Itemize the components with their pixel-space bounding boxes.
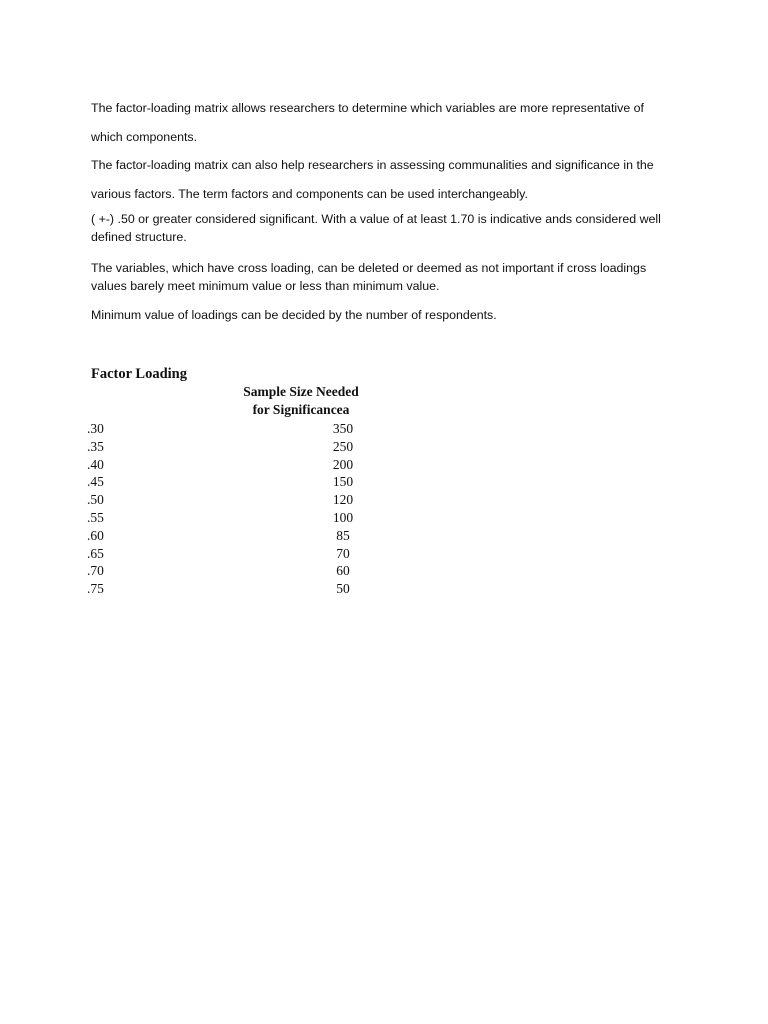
paragraph-line: The factor-loading matrix allows researchers to determine which variables are more representative of bbox=[91, 101, 645, 115]
factor-loading-cell: .30 bbox=[87, 421, 104, 436]
paragraph-line: The factor-loading matrix can also help researchers in assessing communalities and significance in the bbox=[91, 158, 654, 172]
factor-loading-cell: .40 bbox=[87, 456, 104, 472]
sample-size-column-header bbox=[226, 383, 376, 419]
sample-size-cell: 120 bbox=[332, 492, 354, 508]
factor-loading-cell: .60 bbox=[87, 527, 104, 543]
factor-loading-cell: .75 bbox=[87, 581, 104, 597]
factor-loading-cell: .45 bbox=[87, 474, 104, 490]
paragraph-representative bbox=[91, 94, 691, 152]
sample-size-cell: 50 bbox=[336, 581, 350, 597]
sample-size-cell: 250 bbox=[332, 438, 354, 454]
paragraph-cross-loading bbox=[91, 259, 691, 295]
paragraph-line: defined structure. bbox=[91, 230, 187, 244]
paragraph-significance bbox=[91, 210, 691, 246]
sample-size-cell: 85 bbox=[336, 527, 350, 543]
factor-loading-cell: .65 bbox=[87, 545, 104, 561]
column-header-line: for Significancea bbox=[252, 402, 350, 417]
paragraph-line: which components. bbox=[91, 130, 198, 144]
sample-size-cell: 350 bbox=[332, 421, 354, 436]
factor-loading-cell: .50 bbox=[87, 492, 104, 508]
sample-size-cell: 100 bbox=[332, 509, 354, 525]
factor-loading-cell: .70 bbox=[87, 563, 104, 579]
sample-size-cell: 150 bbox=[332, 474, 354, 490]
paragraph-line: various factors. The term factors and components can be used interchangeably. bbox=[91, 187, 528, 201]
paragraph-communalities bbox=[91, 151, 691, 209]
column-header-line: Sample Size Needed bbox=[243, 384, 359, 399]
table-title: Factor Loading bbox=[91, 366, 187, 382]
sample-size-cell: 70 bbox=[336, 545, 350, 561]
paragraph-line: The variables, which have cross loading, can be deleted or deemed as not important if cross loadings bbox=[91, 261, 647, 275]
factor-loading-cell: .55 bbox=[87, 509, 104, 525]
paragraph-line: values barely meet minimum value or less than minimum value. bbox=[91, 279, 440, 293]
sample-size-cell: 200 bbox=[332, 456, 354, 472]
paragraph-line: Minimum value of loadings can be decided by the number of respondents. bbox=[91, 308, 497, 322]
sample-size-cell: 60 bbox=[336, 563, 350, 579]
factor-loading-cell: .35 bbox=[87, 438, 104, 454]
paragraph-minimum-value bbox=[91, 306, 691, 324]
paragraph-line: ( +-) .50 or greater considered significant. With a value of at least 1.70 is indicative ands considered well bbox=[91, 212, 661, 226]
